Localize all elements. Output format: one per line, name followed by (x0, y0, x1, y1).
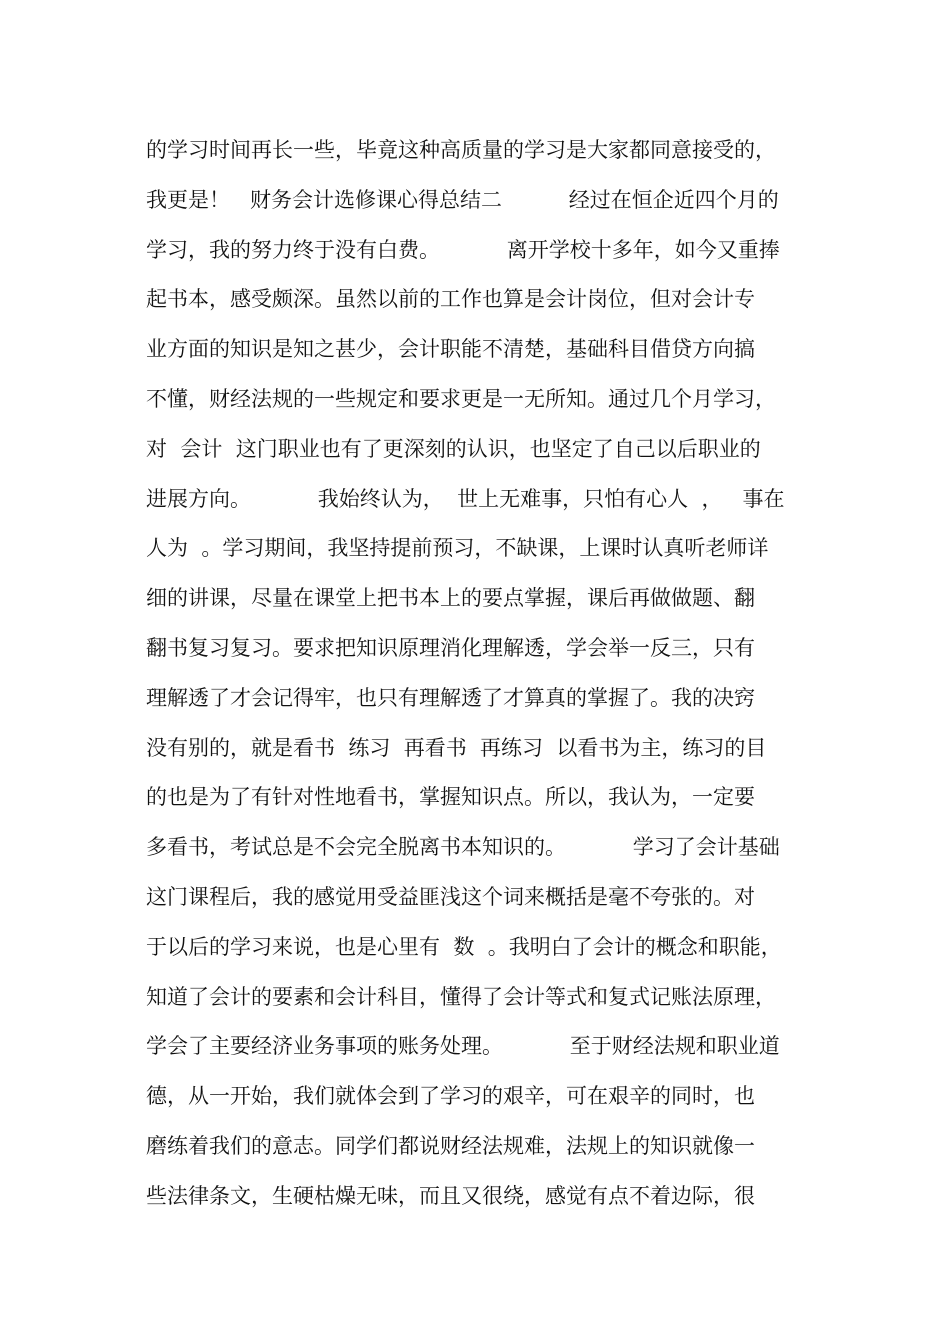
text-line: 对 会计 这门职业也有了更深刻的认识，也坚定了自己以后职业的 (146, 436, 761, 461)
text-line: 的学习时间再长一些，毕竟这种高质量的学习是大家都同意接受的， (146, 138, 776, 162)
text-line: 我更是！ 财务会计选修课心得总结二 经过在恒企近四个月的 (146, 187, 779, 212)
text-line: 不懂，财经法规的一些规定和要求更是一无所知。通过几个月学习， (146, 386, 776, 411)
text-line: 人为 。学习期间，我坚持提前预习，不缺课，上课时认真听老师详 (146, 536, 769, 561)
text-line: 细的讲课，尽量在课堂上把书本上的要点掌握，课后再做做题、翻 (146, 586, 755, 611)
text-line: 翻书复习复习。要求把知识原理消化理解透，学会举一反三，只有 (146, 635, 755, 660)
text-line: 德，从一开始，我们就体会到了学习的艰辛，可在艰辛的同时，也 (146, 1084, 755, 1109)
text-line: 这门课程后，我的感觉用受益匪浅这个词来概括是毫不夸张的。对 (146, 884, 755, 909)
text-line: 磨练着我们的意志。同学们都说财经法规难，法规上的知识就像一 (146, 1133, 755, 1158)
text-line: 知道了会计的要素和会计科目，懂得了会计等式和复式记账法原理， (146, 984, 776, 1009)
text-line: 学会了主要经济业务事项的账务处理。 至于财经法规和职业道 (146, 1034, 780, 1059)
text-line: 业方面的知识是知之甚少，会计职能不清楚，基础科目借贷方向搞 (146, 337, 755, 362)
text-line: 理解透了才会记得牢，也只有理解透了才算真的掌握了。我的决窍 (146, 685, 755, 710)
text-line: 多看书，考试总是不会完全脱离书本知识的。 学习了会计基础 (146, 835, 780, 860)
text-line: 的也是为了有针对性地看书，掌握知识点。所以，我认为，一定要 (146, 785, 755, 810)
text-line: 起书本，感受颇深。虽然以前的工作也算是会计岗位，但对会计专 (146, 287, 755, 312)
body-text (146, 126, 826, 1222)
text-line: 没有别的，就是看书 练习 再看书 再练习 以看书为主，练习的目 (146, 735, 767, 760)
text-line: 进展方向。 我始终认为， 世上无难事，只怕有心人 ， 事在 (146, 486, 785, 511)
text-line: 于以后的学习来说，也是心里有 数 。我明白了会计的概念和职能， (146, 934, 782, 959)
text-line: 些法律条文，生硬枯燥无味，而且又很绕，感觉有点不着边际，很 (146, 1183, 755, 1208)
text-line: 学习，我的努力终于没有白费。 离开学校十多年，如今又重捧 (146, 237, 780, 262)
